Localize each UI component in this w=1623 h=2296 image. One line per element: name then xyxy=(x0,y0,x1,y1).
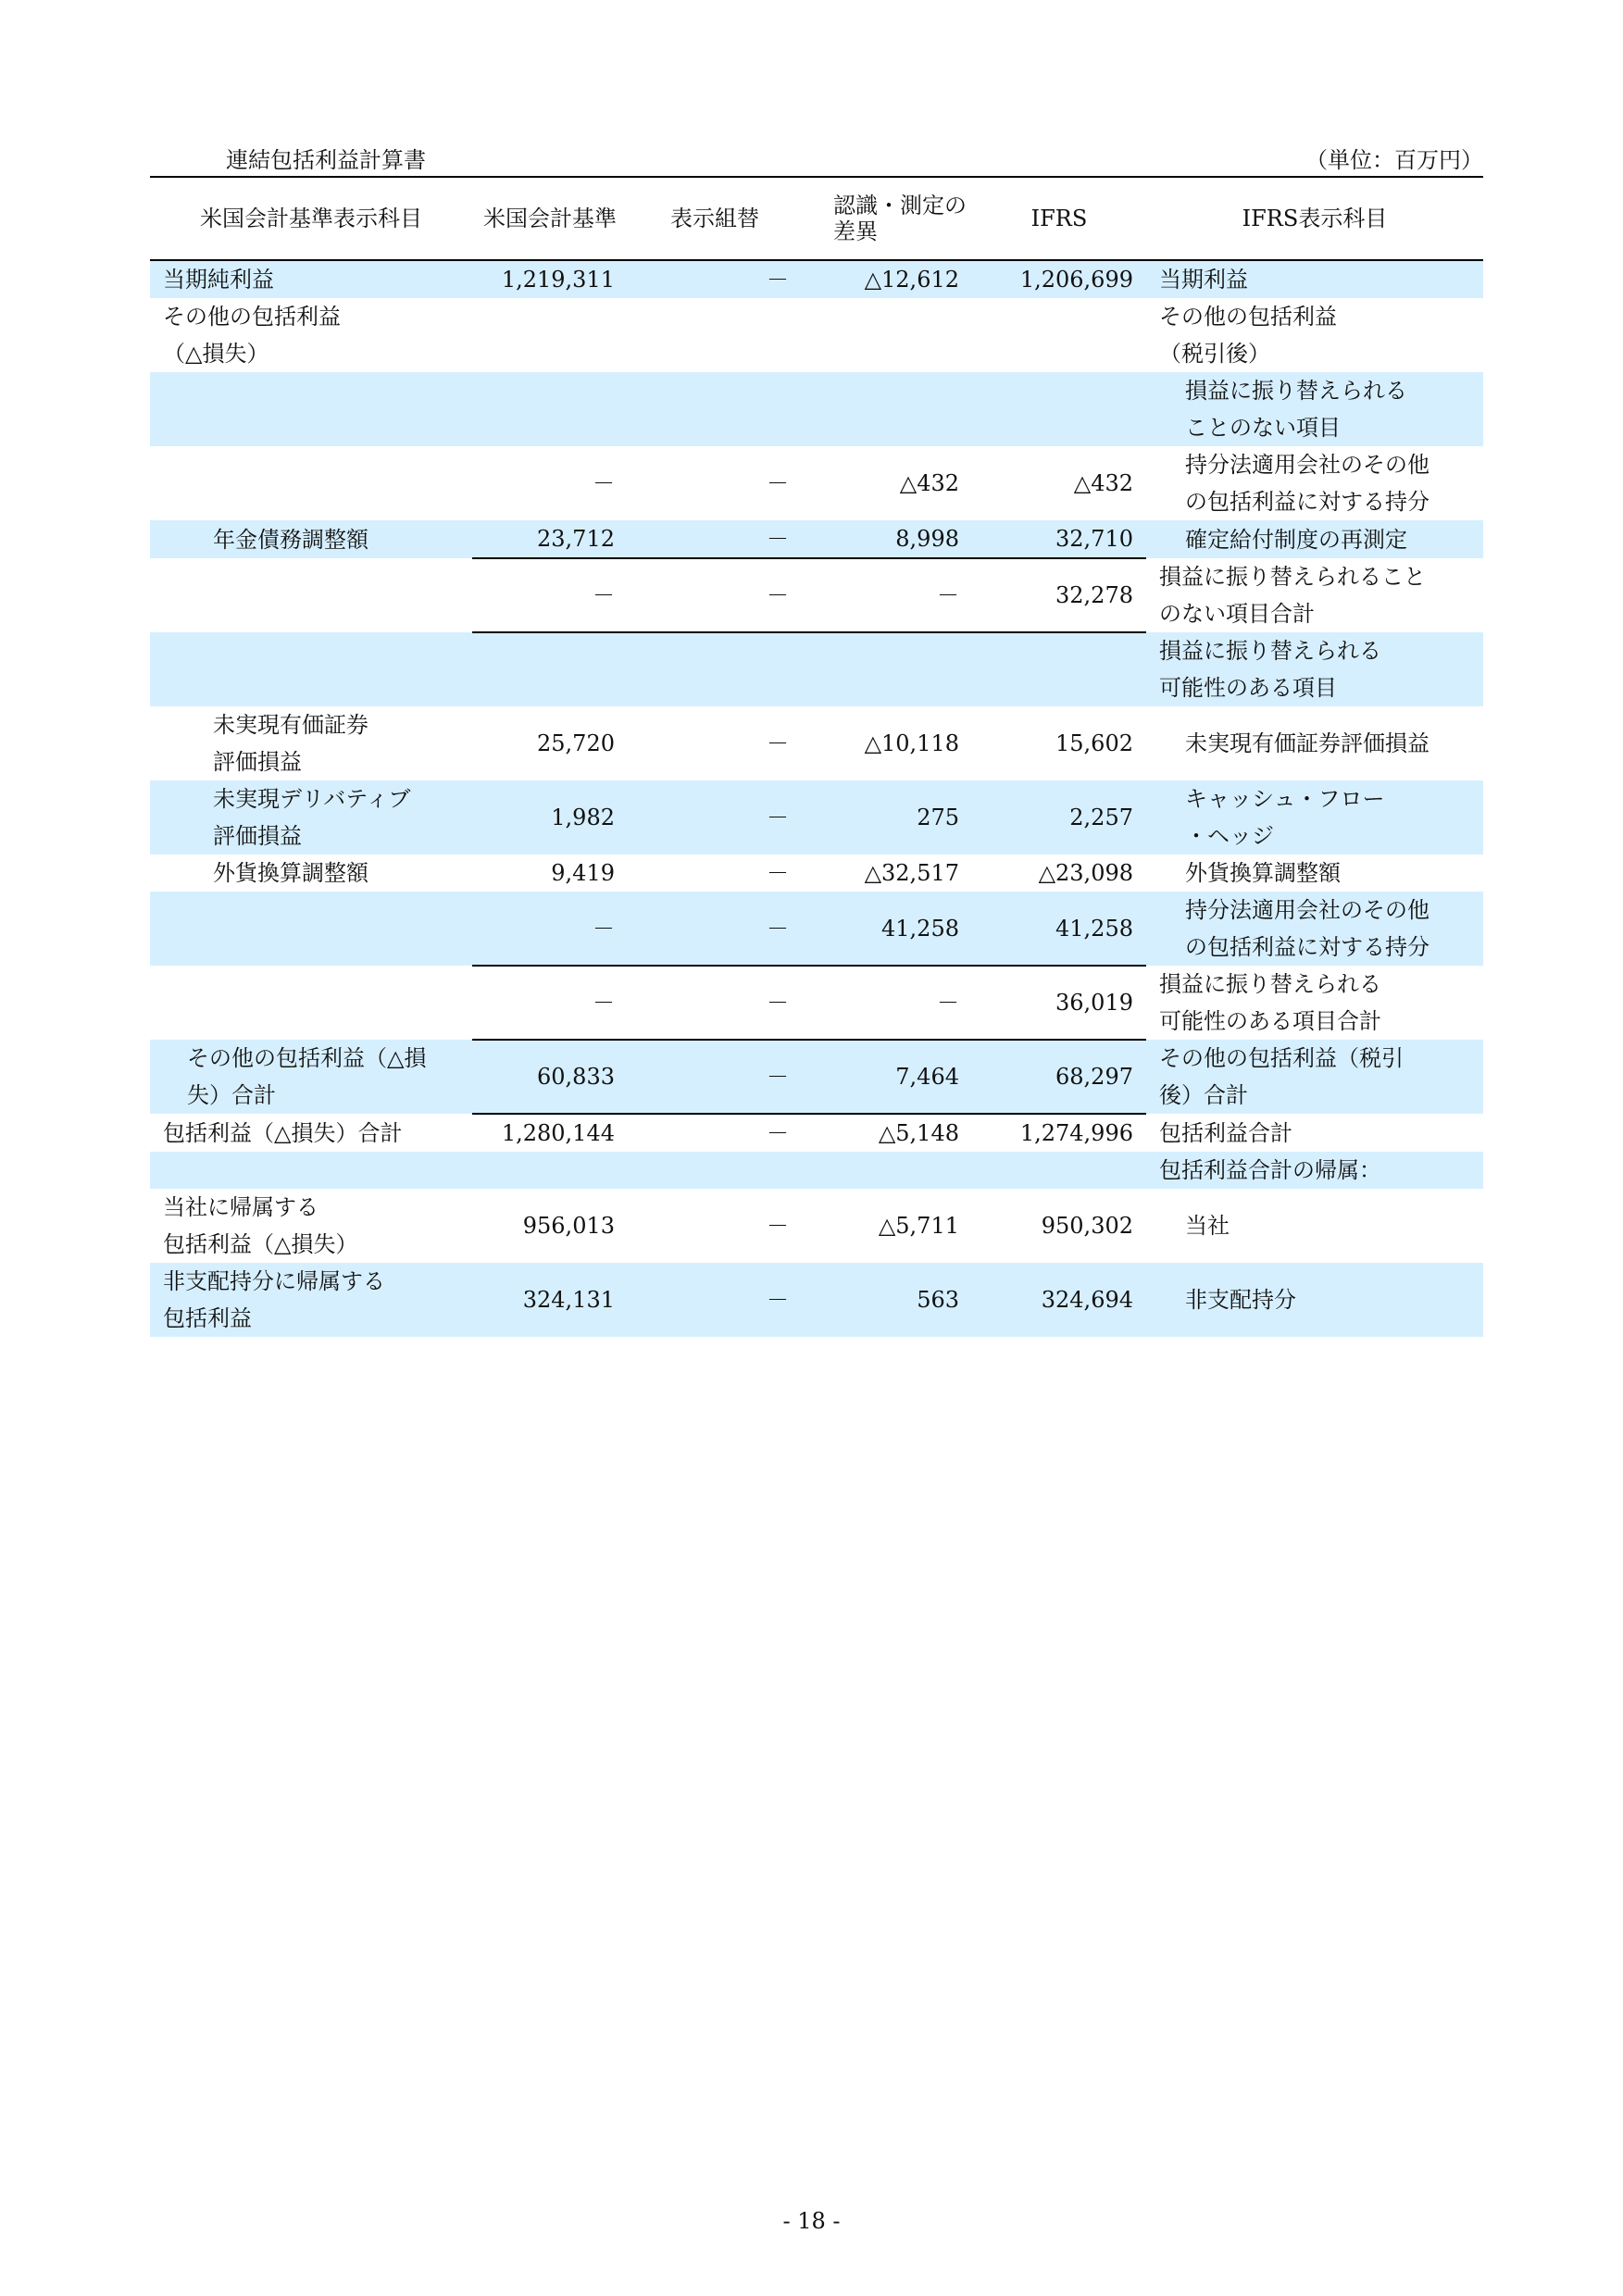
reclass-value: － xyxy=(628,1114,802,1152)
table-row xyxy=(150,1040,1483,1114)
us-item-line2: （△損失） xyxy=(163,341,269,367)
table-row xyxy=(150,520,1483,558)
header-diff-line1: 認識・測定の xyxy=(833,193,967,218)
ifrs-item-line2: のない項目合計 xyxy=(1159,601,1315,627)
us-item-line1: 未実現有価証券 xyxy=(213,712,368,738)
comprehensive-income-table xyxy=(150,176,1483,1337)
ifrs-item: 確定給付制度の再測定 xyxy=(1146,520,1483,558)
table-row xyxy=(150,446,1483,520)
table-row xyxy=(150,298,1483,372)
us-gaap-value: 324,131 xyxy=(472,1263,628,1337)
diff-value: △5,711 xyxy=(878,1213,959,1239)
reclass-value: － xyxy=(628,780,802,855)
table-row xyxy=(150,260,1483,298)
table-row xyxy=(150,632,1483,706)
ifrs-item xyxy=(1146,372,1483,446)
ifrs-value: 41,258 xyxy=(972,892,1146,966)
diff-value: － xyxy=(802,966,972,1040)
ifrs-value: 1,206,699 xyxy=(972,260,1146,298)
ifrs-item xyxy=(1146,1040,1483,1114)
us-item-line2: 評価損益 xyxy=(213,823,302,849)
us-item xyxy=(150,706,472,780)
us-gaap-value: 9,419 xyxy=(551,860,615,886)
ifrs-item xyxy=(1146,966,1483,1040)
ifrs-item-line2: 可能性のある項目 xyxy=(1159,675,1337,701)
ifrs-value: 2,257 xyxy=(972,780,1146,855)
us-item-line1: その他の包括利益（△損 xyxy=(187,1045,427,1071)
header-ifrs: IFRS xyxy=(1030,206,1088,231)
ifrs-item xyxy=(1146,780,1483,855)
us-gaap-value: 60,833 xyxy=(472,1040,628,1114)
ifrs-value: 1,274,996 xyxy=(972,1114,1146,1152)
ifrs-item-line1: 損益に振り替えられる xyxy=(1159,971,1381,997)
ifrs-item: 当期利益 xyxy=(1146,260,1483,298)
diff-value: 7,464 xyxy=(802,1040,972,1114)
ifrs-item xyxy=(1146,892,1483,966)
us-gaap-value: － xyxy=(472,892,628,966)
header-diff-line2: 差異 xyxy=(833,218,878,244)
header-ifrs-item: IFRS表示科目 xyxy=(1242,206,1388,231)
table-row xyxy=(150,780,1483,855)
us-gaap-value: 25,720 xyxy=(537,730,615,756)
header-us-item: 米国会計基準表示科目 xyxy=(200,206,422,231)
reclass-value: － xyxy=(628,520,802,558)
header-us-gaap: 米国会計基準 xyxy=(483,206,617,231)
reclass-value: － xyxy=(628,892,802,966)
reclass-value: － xyxy=(767,730,789,756)
ifrs-value: △23,098 xyxy=(1038,860,1133,886)
ifrs-item: 外貨換算調整額 xyxy=(1185,860,1341,886)
ifrs-value: 950,302 xyxy=(1041,1213,1133,1239)
diff-value: △12,612 xyxy=(802,260,972,298)
reclass-value: － xyxy=(628,260,802,298)
us-gaap-value: 1,280,144 xyxy=(472,1114,628,1152)
ifrs-value: 36,019 xyxy=(972,966,1146,1040)
ifrs-item-line1: 持分法適用会社のその他 xyxy=(1185,452,1429,478)
diff-value: △10,118 xyxy=(864,730,959,756)
ifrs-item: 非支配持分 xyxy=(1146,1263,1483,1337)
ifrs-item xyxy=(1146,558,1483,632)
diff-value: 8,998 xyxy=(802,520,972,558)
statement-caption xyxy=(150,141,1483,174)
ifrs-item-line1: 損益に振り替えられる xyxy=(1159,638,1381,664)
reclass-value: － xyxy=(767,1213,789,1239)
reclass-value: － xyxy=(767,860,789,886)
us-item xyxy=(150,780,472,855)
table-row xyxy=(150,966,1483,1040)
ifrs-item-line2: ・ヘッジ xyxy=(1185,823,1274,849)
diff-value: 41,258 xyxy=(802,892,972,966)
us-item-line1: 未実現デリバティブ xyxy=(213,786,411,812)
us-gaap-value: 956,013 xyxy=(522,1213,615,1239)
statement-title: 連結包括利益計算書 xyxy=(226,147,426,173)
table-row xyxy=(150,706,1483,780)
diff-value: 563 xyxy=(802,1263,972,1337)
table-row xyxy=(150,855,1483,892)
ifrs-value: 68,297 xyxy=(972,1040,1146,1114)
ifrs-item: 包括利益合計の帰属： xyxy=(1146,1152,1483,1189)
us-item-line2: 評価損益 xyxy=(213,749,302,775)
diff-value: △32,517 xyxy=(864,860,959,886)
ifrs-value: 15,602 xyxy=(1055,730,1133,756)
ifrs-item xyxy=(1146,632,1483,706)
table-row xyxy=(150,558,1483,632)
us-item-line2: 包括利益（△損失） xyxy=(163,1231,358,1257)
us-item-line1: その他の包括利益 xyxy=(163,304,341,330)
diff-value: △5,148 xyxy=(802,1114,972,1152)
ifrs-item xyxy=(1146,446,1483,520)
us-gaap-value: 1,982 xyxy=(472,780,628,855)
ifrs-item-line1: 持分法適用会社のその他 xyxy=(1185,897,1429,923)
table-row xyxy=(150,1189,1483,1263)
ifrs-value: △432 xyxy=(1073,470,1133,496)
us-gaap-value: － xyxy=(472,966,628,1040)
ifrs-item: 未実現有価証券評価損益 xyxy=(1185,730,1429,756)
us-item xyxy=(150,1263,472,1337)
ifrs-item-line2: 可能性のある項目合計 xyxy=(1159,1008,1381,1034)
reclass-value: － xyxy=(628,1040,802,1114)
ifrs-item-line2: 後）合計 xyxy=(1159,1082,1248,1108)
reclass-value: － xyxy=(628,1263,802,1337)
diff-value: △432 xyxy=(899,470,959,496)
reclass-value: － xyxy=(628,966,802,1040)
us-item-line1: 当社に帰属する xyxy=(163,1194,318,1220)
ifrs-item-line1: 損益に振り替えられること xyxy=(1159,564,1426,590)
ifrs-item-line2: の包括利益に対する持分 xyxy=(1185,489,1429,515)
ifrs-value: 32,278 xyxy=(972,558,1146,632)
reclass-value: － xyxy=(767,470,789,496)
us-item xyxy=(150,1189,472,1263)
table-row xyxy=(150,1152,1483,1189)
table-row xyxy=(150,1114,1483,1152)
us-gaap-value: 1,219,311 xyxy=(472,260,628,298)
header-reclass: 表示組替 xyxy=(670,206,759,231)
ifrs-item-line1: その他の包括利益 xyxy=(1159,304,1337,330)
us-item: 当期純利益 xyxy=(150,260,472,298)
table-row xyxy=(150,372,1483,446)
us-item xyxy=(150,1040,472,1114)
ifrs-item-line1: 損益に振り替えられる xyxy=(1185,378,1407,404)
table-row xyxy=(150,1263,1483,1337)
ifrs-item-line2: （税引後） xyxy=(1159,341,1270,367)
ifrs-item-line1: キャッシュ・フロー xyxy=(1185,786,1385,812)
ifrs-value: 324,694 xyxy=(972,1263,1146,1337)
ifrs-item-line2: の包括利益に対する持分 xyxy=(1185,934,1429,960)
unit-label: （単位：百万円） xyxy=(1305,147,1483,173)
us-gaap-value: － xyxy=(593,470,615,496)
us-item-line2: 包括利益 xyxy=(163,1305,252,1331)
reclass-value: － xyxy=(628,558,802,632)
us-gaap-value: 23,712 xyxy=(472,520,628,558)
page-number: - 18 - xyxy=(782,2208,841,2234)
diff-value: － xyxy=(802,558,972,632)
us-item-line2: 失）合計 xyxy=(187,1082,276,1108)
header-row xyxy=(150,177,1483,260)
us-item: 外貨換算調整額 xyxy=(213,860,368,886)
us-item: 年金債務調整額 xyxy=(150,520,472,558)
diff-value: 275 xyxy=(802,780,972,855)
us-item xyxy=(150,298,472,372)
us-gaap-value: － xyxy=(472,558,628,632)
table-row xyxy=(150,892,1483,966)
us-item-line1: 非支配持分に帰属する xyxy=(163,1268,385,1294)
ifrs-item-line2: ことのない項目 xyxy=(1185,415,1341,441)
us-item: 包括利益（△損失）合計 xyxy=(163,1119,403,1146)
ifrs-item: 包括利益合計 xyxy=(1159,1119,1292,1146)
ifrs-item xyxy=(1146,298,1483,372)
ifrs-item: 当社 xyxy=(1185,1213,1230,1239)
header-diff xyxy=(802,177,972,260)
ifrs-item-line1: その他の包括利益（税引 xyxy=(1159,1045,1404,1071)
ifrs-value: 32,710 xyxy=(972,520,1146,558)
